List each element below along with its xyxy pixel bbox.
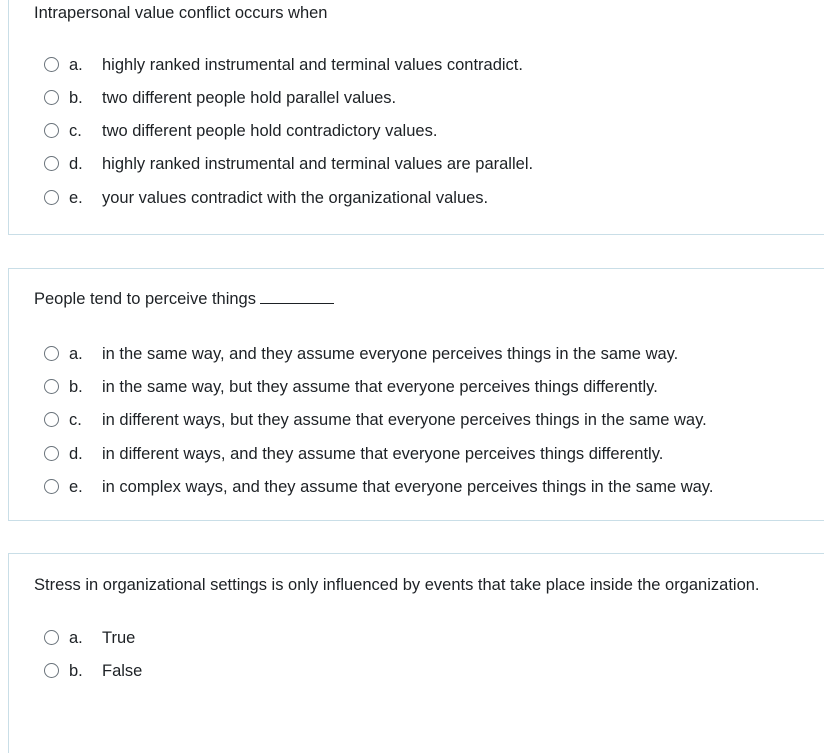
option-letter: c. [69,122,82,140]
option-label[interactable]: highly ranked instrumental and terminal values are parallel. [102,155,534,173]
question-2-option-b[interactable] [9,375,824,401]
option-letter: a. [69,56,83,74]
option-label[interactable]: in different ways, but they assume that everyone perceives things in the same way. [102,411,707,429]
radio-button[interactable] [44,663,59,678]
question-3-text: Stress in organizational settings is only influenced by events that take place inside the organization. [34,576,760,594]
radio-button[interactable] [44,479,59,494]
option-letter: a. [69,629,83,647]
option-letter: d. [69,155,83,173]
question-1-option-c[interactable] [9,119,824,145]
question-2-option-c[interactable] [9,408,824,434]
question-1-text: Intrapersonal value conflict occurs when [34,4,328,22]
radio-button[interactable] [44,630,59,645]
option-label[interactable]: highly ranked instrumental and terminal values contradict. [102,56,523,74]
option-letter: a. [69,345,83,363]
question-1-option-e[interactable] [9,186,824,212]
question-2-option-d[interactable] [9,442,824,468]
option-letter: b. [69,662,83,680]
radio-button[interactable] [44,446,59,461]
question-3-option-b[interactable] [9,659,824,685]
question-2 [8,268,824,521]
option-letter: e. [69,478,83,496]
radio-button[interactable] [44,156,59,171]
question-1-option-a[interactable] [9,53,824,79]
question-1-option-b[interactable] [9,86,824,112]
fill-in-blank [260,289,334,304]
option-label[interactable]: True [102,629,136,647]
radio-button[interactable] [44,123,59,138]
question-3 [8,553,824,753]
option-label[interactable]: two different people hold contradictory values. [102,122,438,140]
option-label[interactable]: in the same way, but they assume that everyone perceives things differently. [102,378,658,396]
radio-button[interactable] [44,346,59,361]
radio-button[interactable] [44,412,59,427]
option-letter: d. [69,445,83,463]
radio-button[interactable] [44,190,59,205]
option-label[interactable]: in the same way, and they assume everyone perceives things in the same way. [102,345,679,363]
question-2-text-row [34,289,334,309]
question-1-option-d[interactable] [9,152,824,178]
option-label[interactable]: two different people hold parallel values. [102,89,397,107]
radio-button[interactable] [44,57,59,72]
radio-button[interactable] [44,379,59,394]
question-2-option-e[interactable] [9,475,824,501]
option-letter: b. [69,378,83,396]
question-2-text: People tend to perceive things [34,290,256,308]
option-letter: c. [69,411,82,429]
option-label[interactable]: in different ways, and they assume that everyone perceives things differently. [102,445,664,463]
question-3-option-a[interactable] [9,626,824,652]
question-2-option-a[interactable] [9,342,824,368]
option-letter: e. [69,189,83,207]
radio-button[interactable] [44,90,59,105]
question-1 [8,0,824,235]
option-letter: b. [69,89,83,107]
option-label[interactable]: your values contradict with the organizational values. [102,189,489,207]
option-label[interactable]: False [102,662,143,680]
option-label[interactable]: in complex ways, and they assume that everyone perceives things in the same way. [102,478,714,496]
